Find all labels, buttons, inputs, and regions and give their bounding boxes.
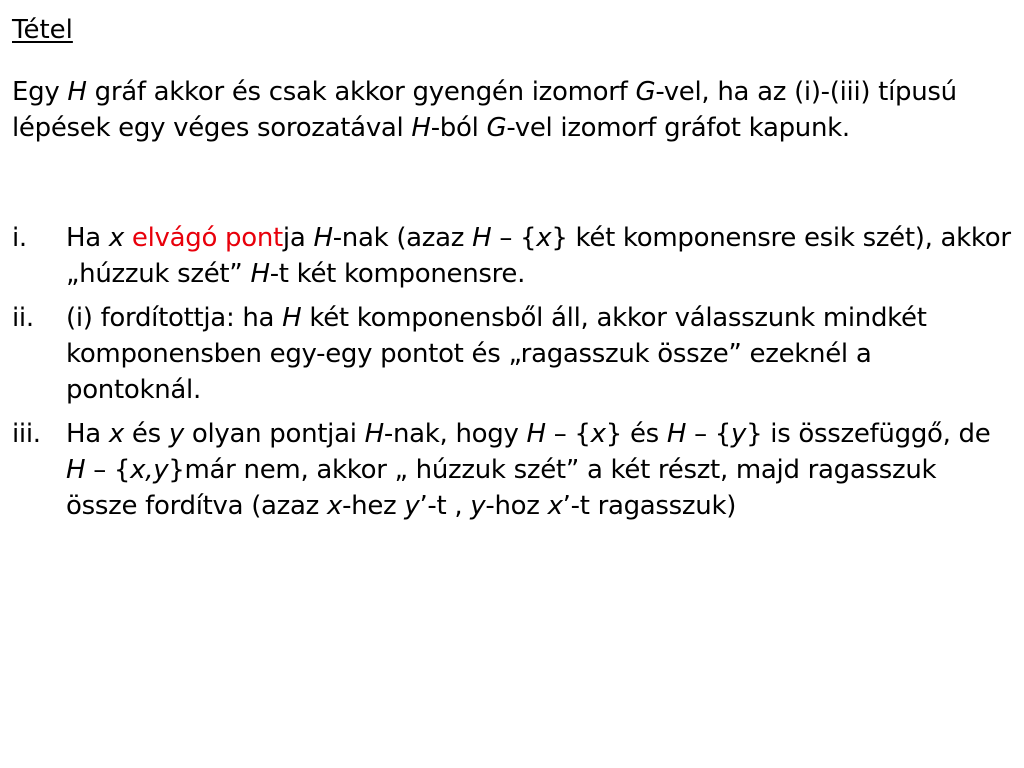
text-run: -ból bbox=[430, 113, 487, 143]
text-run: (i) fordítottja: ha bbox=[66, 303, 283, 333]
math-variable: H bbox=[472, 223, 492, 253]
text-run: olyan pontjai bbox=[183, 419, 365, 449]
text-run: – { bbox=[545, 419, 591, 449]
math-variable: H bbox=[282, 303, 302, 333]
slide-title: Tétel bbox=[12, 15, 73, 45]
text-run: Ha bbox=[66, 419, 109, 449]
math-variable: H bbox=[67, 77, 87, 107]
math-variable: x,y bbox=[130, 455, 169, 485]
text-run bbox=[124, 223, 132, 253]
math-variable: y bbox=[731, 419, 747, 449]
text-run: -t két komponensre. bbox=[269, 259, 526, 289]
math-variable: H bbox=[666, 419, 687, 449]
text-run: ’-t ragasszuk) bbox=[562, 491, 737, 521]
math-variable: H bbox=[526, 419, 546, 449]
text-run: – { bbox=[85, 455, 131, 485]
math-variable: x bbox=[590, 419, 606, 449]
list-marker: ii. bbox=[12, 303, 34, 333]
math-variable: H bbox=[313, 223, 333, 253]
text-run: – { bbox=[491, 223, 537, 253]
text-run: } és bbox=[605, 419, 667, 449]
math-variable: H bbox=[364, 419, 384, 449]
list-marker: i. bbox=[12, 223, 27, 253]
math-variable: H bbox=[411, 113, 431, 143]
text-run: ’-t , bbox=[419, 491, 471, 521]
math-variable: x bbox=[536, 223, 552, 253]
math-variable: y bbox=[168, 419, 184, 449]
text-run: -nak, hogy bbox=[383, 419, 527, 449]
text-run: gráf akkor és csak akkor gyengén izomorf bbox=[86, 77, 636, 107]
math-variable: y bbox=[470, 491, 486, 521]
list-marker: iii. bbox=[12, 419, 41, 449]
text-run: -hez bbox=[342, 491, 405, 521]
text-run: Egy bbox=[12, 77, 68, 107]
text-run: ja bbox=[282, 223, 314, 253]
list-item-iii bbox=[0, 416, 1024, 524]
text-run: } is összefüggő, de bbox=[746, 419, 991, 449]
steps-list bbox=[0, 220, 1024, 524]
math-variable: x bbox=[547, 491, 563, 521]
text-run: – { bbox=[686, 419, 731, 449]
text-run: -hoz bbox=[485, 491, 548, 521]
math-variable: x bbox=[326, 491, 343, 521]
text-run: Ha bbox=[66, 223, 109, 253]
theorem-statement bbox=[12, 74, 1012, 146]
list-item-ii bbox=[0, 300, 1024, 408]
math-variable: H bbox=[66, 455, 86, 485]
highlighted-term: elvágó pont bbox=[131, 223, 283, 253]
math-variable: x bbox=[108, 419, 124, 449]
math-variable: x bbox=[108, 223, 124, 253]
math-variable: y bbox=[404, 491, 420, 521]
math-variable: G bbox=[486, 113, 507, 143]
text-run: és bbox=[123, 419, 169, 449]
text-run: -nak (azaz bbox=[332, 223, 473, 253]
math-variable: H bbox=[250, 259, 270, 289]
text-run: -vel, ha az (i)-(iii) típusú lépések egy véges sorozatával bbox=[12, 77, 957, 143]
text-run: két komponensből áll, akkor válasszunk mindkét komponensben egy-egy pontot és „ragasszuk össze” ezeknél a pontoknál. bbox=[66, 303, 927, 405]
math-variable: G bbox=[635, 77, 656, 107]
text-run: }már nem, akkor „ húzzuk szét” a két részt, majd ragasszuk össze fordítva (azaz bbox=[66, 455, 937, 521]
text-run: } két komponensre esik szét), akkor „húzzuk szét” bbox=[66, 223, 1011, 289]
text-run: -vel izomorf gráfot kapunk. bbox=[506, 113, 850, 143]
list-item-i bbox=[0, 220, 1024, 292]
